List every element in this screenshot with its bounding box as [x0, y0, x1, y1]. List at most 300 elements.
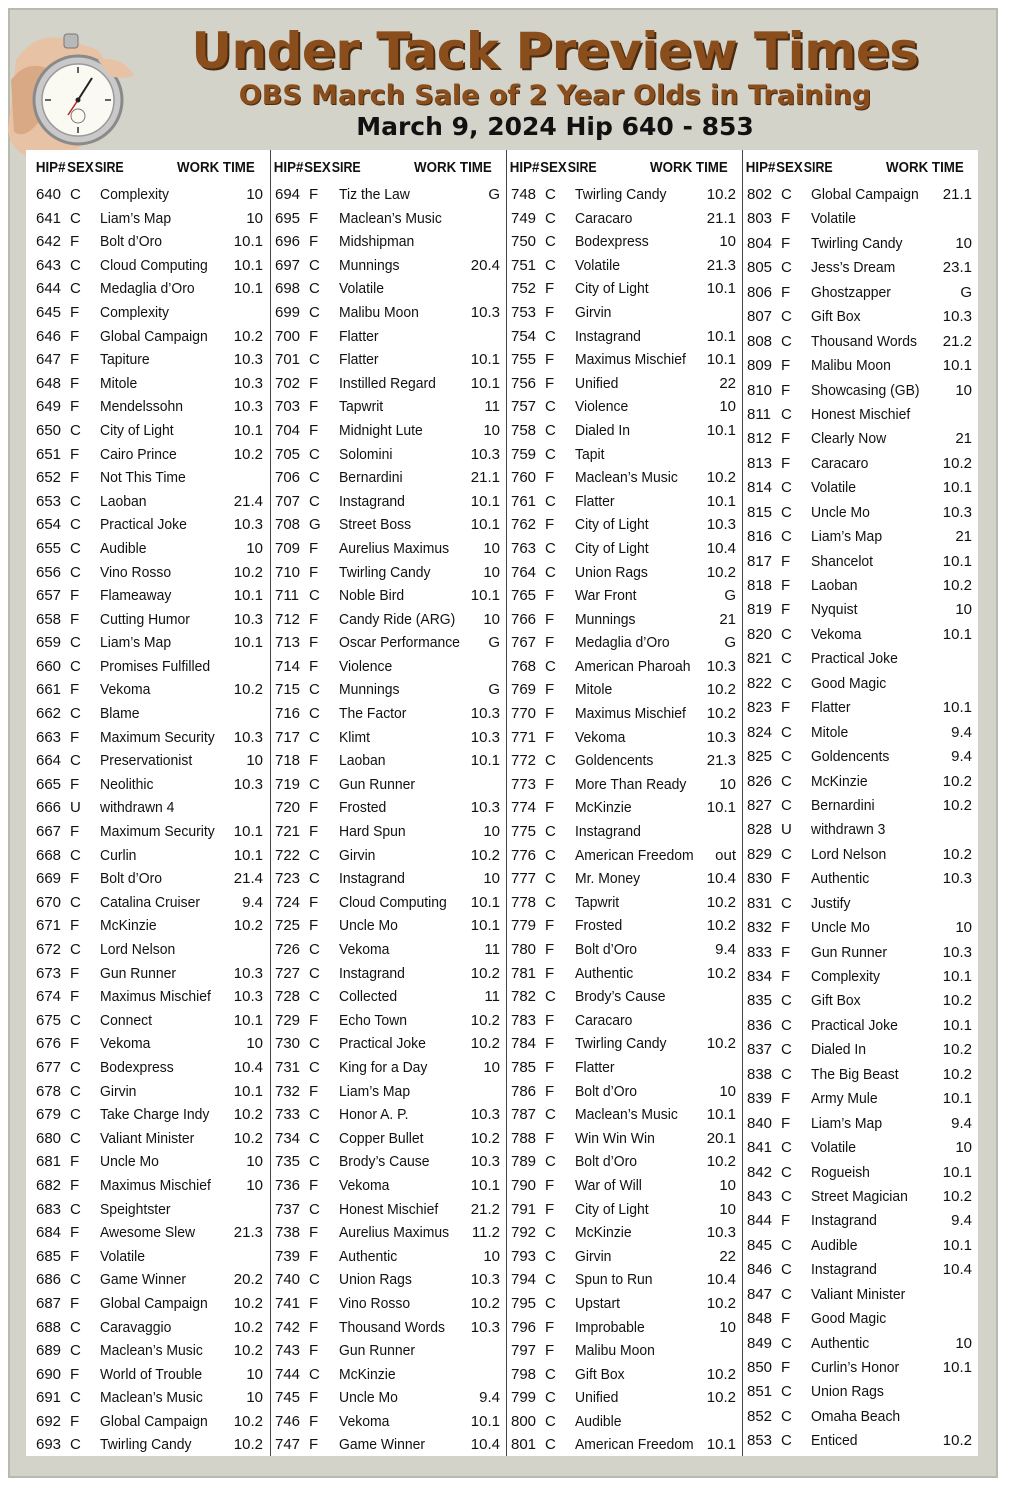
table-row	[507, 845, 743, 869]
hip-number: 805	[747, 259, 773, 277]
sire-name: Bolt d’Oro	[100, 870, 163, 888]
sire-name: Tiz the Law	[339, 186, 410, 203]
hip-number: 732	[275, 1082, 301, 1100]
table-row	[507, 1175, 743, 1199]
sex: F	[545, 1318, 555, 1336]
sex: G	[309, 516, 321, 534]
sex: F	[309, 1247, 319, 1265]
work-time: 10	[719, 1318, 736, 1336]
sex: C	[781, 503, 792, 521]
table-row	[34, 278, 270, 302]
work-time: 11	[484, 941, 500, 958]
hip-number: 815	[747, 503, 773, 521]
table-row	[271, 774, 507, 798]
hip-number: 697	[275, 256, 301, 274]
sire-name: Maximum Security	[100, 823, 215, 841]
hip-number: 749	[511, 209, 537, 227]
sex: F	[70, 988, 80, 1006]
work-time: 10.1	[233, 634, 263, 652]
sex: F	[781, 699, 791, 717]
hip-number: 661	[36, 681, 62, 699]
work-time: 10.2	[942, 1432, 972, 1450]
hip-number: 707	[275, 492, 301, 510]
table-row	[743, 477, 979, 501]
sex: C	[70, 563, 81, 581]
sire-name: Klimt	[339, 728, 371, 746]
hip-number: 655	[36, 539, 62, 557]
work-time: 10.1	[233, 280, 263, 298]
sex: F	[545, 516, 555, 534]
hip-number: 809	[747, 357, 773, 375]
sire-name: Instagrand	[575, 823, 641, 841]
hip-number: 796	[511, 1318, 537, 1336]
table-row	[271, 1128, 507, 1152]
sex: F	[309, 374, 319, 392]
hip-number: 723	[275, 870, 301, 888]
hip-number: 714	[275, 657, 301, 675]
work-time: 10.1	[706, 351, 736, 369]
work-time: 10	[246, 1389, 263, 1407]
sire-name: Jess’s Dream	[811, 259, 896, 277]
sex: F	[309, 610, 319, 628]
sire-name: Tapwrit	[339, 398, 384, 416]
work-time: 10.3	[233, 775, 263, 793]
sex: F	[545, 374, 555, 392]
sire-name: Game Winner	[100, 1271, 187, 1289]
work-time: 10.2	[706, 563, 736, 581]
sex: C	[781, 1065, 792, 1083]
hip-number: 651	[36, 445, 62, 463]
work-time: 10.1	[942, 625, 972, 643]
hip-number: 699	[275, 303, 301, 321]
work-time: 10.1	[706, 799, 736, 817]
table-row	[507, 349, 743, 373]
sex: F	[545, 1082, 555, 1100]
sex: F	[781, 381, 791, 399]
sex: F	[309, 421, 319, 439]
table-row	[507, 1081, 743, 1105]
hip-number: 712	[275, 610, 301, 628]
hip-number: 791	[511, 1200, 537, 1218]
hip-number: 776	[511, 846, 537, 864]
table-row	[271, 444, 507, 468]
sire-name: War Front	[575, 587, 637, 605]
sire-name: Medaglia d’Oro	[575, 634, 670, 652]
sex: C	[309, 728, 320, 746]
table-row	[34, 1222, 270, 1246]
hip-number: 722	[275, 846, 301, 864]
hip-number: 765	[511, 587, 537, 605]
sex: C	[70, 421, 81, 439]
table-row	[34, 1104, 270, 1128]
sex: C	[309, 1058, 320, 1076]
work-time: 10.1	[470, 492, 500, 510]
sex: F	[70, 775, 80, 793]
sire-name: Authentic	[811, 1334, 870, 1352]
table-row	[271, 892, 507, 916]
sex: F	[309, 563, 319, 581]
sex: C	[545, 1294, 556, 1312]
sex: F	[545, 1176, 555, 1194]
sex: C	[309, 846, 320, 864]
work-time: 11.2	[471, 1224, 500, 1242]
table-row	[743, 355, 979, 379]
work-time: 10.1	[233, 1082, 263, 1100]
sex: F	[70, 1247, 80, 1265]
work-time: 9.4	[951, 723, 972, 741]
hip-number: 650	[36, 421, 62, 439]
table-row	[507, 1269, 743, 1293]
sex: C	[781, 1334, 792, 1352]
table-row	[507, 184, 743, 208]
sex: F	[545, 799, 555, 817]
sex: C	[545, 823, 556, 841]
work-time: 10.3	[470, 445, 500, 463]
hip-number: 762	[511, 516, 537, 534]
hip-number: 771	[511, 728, 537, 746]
work-time: 10.2	[942, 1041, 972, 1059]
sex: F	[309, 1342, 319, 1360]
work-time: 10.2	[706, 681, 736, 699]
work-time: 10.1	[942, 1090, 972, 1108]
page-title: Under Tack Preview Times	[191, 22, 919, 80]
table-row	[34, 1434, 270, 1458]
table-row	[271, 1151, 507, 1175]
table-row	[271, 1199, 507, 1223]
sire-name: Vekoma	[339, 1412, 390, 1430]
sire-name: Laoban	[811, 577, 858, 594]
hip-number: 808	[747, 332, 773, 350]
sire-name: Instagrand	[811, 1212, 877, 1230]
sire-name: Justify	[811, 894, 851, 912]
sire-name: Malibu Moon	[575, 1342, 655, 1360]
sire-name: Preservationist	[100, 752, 193, 770]
sex: C	[70, 893, 81, 911]
work-time: 10	[955, 601, 972, 619]
sex: C	[781, 1383, 792, 1401]
hip-number: 663	[36, 728, 62, 746]
sire-name: Brody’s Cause	[575, 988, 666, 1006]
sire-name: Munnings	[575, 610, 636, 628]
hip-number: 827	[747, 796, 773, 814]
sex: C	[545, 1389, 556, 1407]
table-row	[271, 1364, 507, 1388]
sex: C	[545, 398, 556, 416]
table-row	[34, 679, 270, 703]
table-row	[743, 1015, 979, 1039]
hip-number: 700	[275, 327, 301, 345]
table-row	[507, 750, 743, 774]
hip-number: 711	[275, 587, 299, 605]
sire-name: Unified	[575, 1389, 619, 1407]
table-row	[271, 373, 507, 397]
sex: F	[545, 941, 555, 958]
sire-name: City of Light	[575, 516, 649, 534]
hip-number: 681	[36, 1153, 62, 1171]
hip-number: 806	[747, 283, 773, 301]
hip-number: 702	[275, 374, 301, 392]
sex: F	[70, 1412, 80, 1430]
work-time: 10.1	[942, 1359, 972, 1376]
table-row	[507, 444, 743, 468]
sex: C	[545, 492, 556, 510]
sex: F	[545, 469, 555, 487]
sire-name: Good Magic	[811, 674, 887, 692]
table-row	[507, 632, 743, 656]
table-row	[34, 538, 270, 562]
hip-number: 719	[275, 775, 301, 793]
table-row	[34, 727, 270, 751]
work-time: 10.4	[470, 1436, 500, 1454]
sex: C	[781, 186, 792, 203]
sex: C	[70, 280, 81, 298]
sire-name: Twirling Candy	[575, 186, 667, 203]
sire-name: Goldencents	[575, 752, 654, 770]
table-row	[34, 632, 270, 656]
hip-number: 826	[747, 772, 773, 790]
hip-number: 656	[36, 563, 62, 581]
table-row	[271, 845, 507, 869]
sire-name: Volatile	[811, 479, 856, 497]
hip-number: 774	[511, 799, 537, 817]
work-time: 10.1	[942, 1016, 972, 1034]
hip-number: 643	[36, 256, 62, 274]
sire-name: Catalina Cruiser	[100, 893, 201, 911]
sex: F	[781, 870, 791, 888]
sex: C	[70, 1436, 81, 1454]
table-row	[271, 1293, 507, 1317]
sire-name: Clearly Now	[811, 430, 887, 448]
work-time: 10.4	[233, 1058, 263, 1076]
sire-name: Practical Joke	[100, 516, 187, 534]
table-row	[507, 1246, 743, 1270]
sex: C	[545, 1224, 556, 1242]
sire-name: Practical Joke	[339, 1035, 426, 1053]
sire-name: Maximum Security	[100, 728, 215, 746]
table-row	[743, 746, 979, 770]
hip-number: 850	[747, 1359, 773, 1376]
hip-number: 665	[36, 775, 62, 793]
table-row	[34, 514, 270, 538]
rows	[507, 184, 743, 1458]
work-time: 10.1	[706, 421, 736, 439]
sex: F	[309, 752, 319, 770]
work-time: 20.2	[233, 1271, 263, 1289]
table-row	[743, 1406, 979, 1430]
table-row	[743, 1235, 979, 1259]
sire-name: Awesome Slew	[100, 1224, 196, 1242]
table-row	[507, 703, 743, 727]
work-time: 10.1	[706, 327, 736, 345]
sex: F	[545, 1035, 555, 1053]
rows	[34, 184, 270, 1458]
sex: F	[545, 280, 555, 298]
table-row	[507, 278, 743, 302]
sire-name: Uncle Mo	[811, 503, 870, 521]
sex: F	[545, 681, 555, 699]
sire-name: Authentic	[811, 870, 870, 888]
hip-number: 775	[511, 823, 537, 841]
sire-name: Army Mule	[811, 1090, 878, 1108]
table-row	[743, 1284, 979, 1308]
table-row	[743, 648, 979, 672]
hip-number: 823	[747, 699, 773, 717]
table-row	[271, 396, 507, 420]
table-row	[507, 939, 743, 963]
sex: F	[545, 303, 555, 321]
sire-name: Gift Box	[575, 1365, 625, 1383]
sire-name: Liam’s Map	[100, 634, 172, 652]
page-subtitle: OBS March Sale of 2 Year Olds in Training	[238, 80, 872, 111]
work-time: 10.3	[470, 1106, 500, 1124]
work-time: 10.3	[470, 705, 500, 723]
sex: C	[70, 209, 81, 227]
table-row	[34, 420, 270, 444]
hip-number: 824	[747, 723, 773, 741]
table-row	[507, 1387, 743, 1411]
hip-number: 730	[275, 1035, 301, 1053]
sex: F	[545, 351, 555, 369]
sire-name: Collected	[339, 988, 398, 1006]
hip-number: 647	[36, 351, 62, 369]
table-row	[271, 184, 507, 208]
table-row	[34, 373, 270, 397]
sex: F	[70, 964, 80, 982]
hip-number: 848	[747, 1310, 773, 1328]
hip-number: 797	[511, 1342, 537, 1360]
sex: C	[70, 1082, 81, 1100]
work-time: 21.1	[706, 209, 736, 227]
sire-name: Maclean’s Music	[575, 469, 678, 487]
table-row	[271, 915, 507, 939]
hip-number: 825	[747, 748, 773, 766]
table-row	[34, 986, 270, 1010]
sex: C	[781, 1016, 792, 1034]
sex: F	[545, 964, 555, 982]
hip-number: 810	[747, 381, 773, 399]
work-time: 10.4	[706, 1271, 736, 1289]
sire-name: Twirling Candy	[100, 1436, 192, 1454]
hip-number: 687	[36, 1294, 62, 1312]
hip-number: 718	[275, 752, 301, 770]
work-time: 10.2	[233, 445, 263, 463]
sire-name: Caravaggio	[100, 1318, 172, 1336]
work-time: 10	[719, 1082, 736, 1100]
hip-number: 653	[36, 492, 62, 510]
column-header	[743, 160, 977, 184]
table-row	[743, 1186, 979, 1210]
work-time: 10.2	[233, 1436, 263, 1454]
table-row	[34, 750, 270, 774]
sire-name: Neolithic	[100, 775, 154, 793]
sire-name: Oscar Performance	[339, 634, 460, 652]
sire-name: Mendelssohn	[100, 398, 183, 416]
work-time: 10.1	[470, 374, 500, 392]
hip-number: 781	[511, 964, 537, 982]
table-row	[507, 797, 743, 821]
sex: F	[70, 351, 80, 369]
sex: C	[545, 1153, 556, 1171]
hip-number: 691	[36, 1389, 62, 1407]
sex: C	[545, 752, 556, 770]
table-row	[34, 1317, 270, 1341]
work-time: 10.3	[233, 351, 263, 369]
table-row	[743, 1357, 979, 1381]
stopwatch-icon	[6, 20, 156, 165]
sire-name: Audible	[575, 1412, 622, 1430]
sire-name: Spun to Run	[575, 1271, 653, 1289]
table-row	[34, 302, 270, 326]
sire-name: American Pharoah	[575, 657, 691, 675]
sire-name: Mitole	[575, 681, 613, 699]
sex: C	[545, 186, 556, 203]
table-row	[271, 208, 507, 232]
work-time: 10.1	[942, 968, 972, 985]
hip-number: 790	[511, 1176, 537, 1194]
sire-name: The Factor	[339, 705, 407, 723]
sex: C	[781, 1261, 792, 1279]
work-time: 10	[483, 870, 500, 888]
table-row	[507, 915, 743, 939]
sire-name: McKinzie	[575, 1224, 632, 1242]
table-row	[507, 1364, 743, 1388]
sire-name: Echo Town	[339, 1011, 407, 1029]
table-row	[743, 453, 979, 477]
sex: C	[70, 516, 81, 534]
sire-name: Munnings	[339, 681, 400, 699]
work-time: 9.4	[715, 941, 736, 958]
sire-name: Instagrand	[575, 327, 641, 345]
work-time: 10.3	[233, 988, 263, 1006]
hip-number: 678	[36, 1082, 62, 1100]
sex: F	[309, 186, 319, 203]
work-time: 10	[719, 233, 736, 251]
sex: C	[545, 563, 556, 581]
hip-number: 761	[511, 492, 537, 510]
sire-name: Hard Spun	[339, 823, 406, 841]
table-row	[34, 1293, 270, 1317]
hip-number: 839	[747, 1090, 773, 1108]
hip-number: 713	[275, 634, 301, 652]
work-time-header: WORK TIME	[176, 160, 255, 176]
hip-number: 740	[275, 1271, 301, 1289]
hip-number: 830	[747, 870, 773, 888]
sex: F	[781, 919, 791, 937]
table-row	[34, 774, 270, 798]
table-row	[743, 1308, 979, 1332]
sire-name: Curlin’s Honor	[811, 1359, 900, 1376]
sire-name: Speightster	[100, 1200, 171, 1218]
work-time: 10	[483, 539, 500, 557]
work-time: 10.2	[942, 577, 972, 594]
table-row	[507, 255, 743, 279]
table-row	[507, 963, 743, 987]
sire-name: Vekoma	[575, 728, 626, 746]
sire-name: Take Charge Indy	[100, 1106, 210, 1124]
sex: C	[781, 1285, 792, 1303]
sex: F	[545, 705, 555, 723]
work-time: 10.2	[706, 1365, 736, 1383]
work-time: 10	[719, 1200, 736, 1218]
hip-number: 837	[747, 1041, 773, 1059]
hip-number: 686	[36, 1271, 62, 1289]
sex: C	[781, 1139, 792, 1157]
work-time: G	[960, 283, 972, 301]
work-time: 10.1	[470, 893, 500, 911]
sire-name: Uncle Mo	[339, 917, 398, 935]
sire-name: Vekoma	[100, 1035, 151, 1053]
sex: C	[781, 625, 792, 643]
